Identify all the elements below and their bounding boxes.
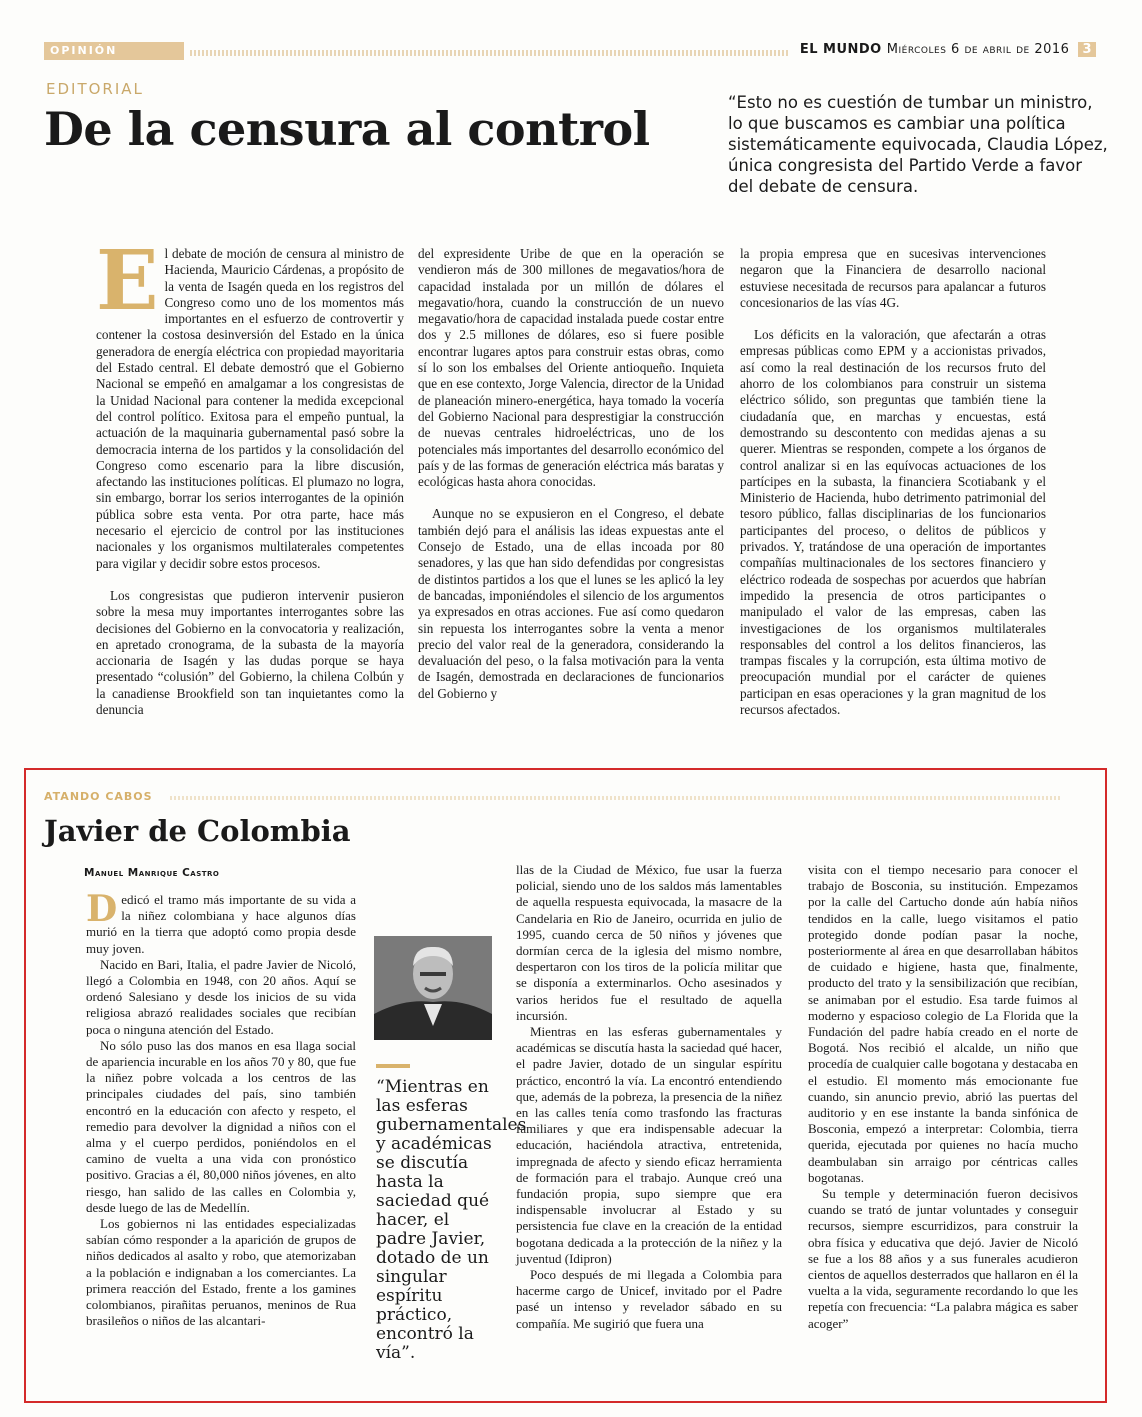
header-rule <box>190 50 790 56</box>
column-paragraph: edicó el tramo más importante de su vida a la niñez colombiana y hace algunos días murió en la tierra que adoptó como propia desde muy joven. <box>86 892 356 956</box>
column-paragraph: Nacido en Bari, Italia, el padre Javier de Nicoló, llegó a Colombia en 1948, con 20 años. Aquí se ordenó Salesiano y desde los inicios de su vida religiosa abrazó realidades sociales que recibían poca o ninguna atención del Estado. <box>86 956 356 1037</box>
column-paragraph: Mientras en las esferas gubernamentales y académicas se discutía hasta la saciedad qué hacer, el padre Javier, dotado de un singular espíritu práctico, encontró la vía. La encontró entendiendo que, además de la pobreza, la presencia de la niñez en las calles tenía como trasfondo las fracturas familiares y que era indispensable adecuar la educación, haciéndola atractiva, entretenida, impregnada de afecto y siendo eficaz herramienta de formación para el trabajo. Aunque creó una fundación propia, supo siempre que era indispensable involucrar al Estado y su persistencia fue clave en la creación de la entidad bogotana dedicada a la protección de la niñez y la juventud (Idipron) <box>516 1024 782 1266</box>
editorial-paragraph: Los déficits en la valoración, que afectarán a otras empresas públicas como EPM y a accionistas privados, así como la real destinación de los recursos fruto del ahorro de los colombianos para construir un sistema eléctrico sólido, son preguntas que también tiene la ciudadanía que, en marchas y encuestas, está demostrando su descontento con medidas ajenas a su querer. Mientras se responden, compete a los órganos de control analizar si en las equívocas actuaciones de los partícipes en la subasta, la financiera Scotiabank y el Ministerio de Hacienda, hubo detrimento patrimonial del tesoro público, fallas disciplinarias de los funcionarios participantes del proceso, o delitos de públicos y privados. Y, tratándose de una operación de importantes compañías multinacionales de los sectores financiero y eléctrico rodeada de sospechas por acuerdos que habrían impedido la presencia de otros participantes o manipulado el valor de las empresas, caben las investigaciones de los organismos multilaterales responsables del control a los delitos financieros, las trampas fiscales y la corrupción, esta última motivo de preocupación mundial por el carácter de quienes participan en esas operaciones y la gran magnitud de los recursos afectados. <box>740 327 1046 718</box>
editorial-column-2 <box>418 246 724 718</box>
column-rule <box>170 796 1060 800</box>
editorial-paragraph: Aunque no se expusieron en el Congreso, el debate también dejó para el análisis las ideas expuestas ante el Consejo de Estado, una de ellas incoada por 80 senadores, y las que han sido defendidas por congresistas de distintos partidos a los que el lunes se les aplicó la ley de bancadas, imponiéndoles el silencio de los argumentos ya expresados en otras acciones. Fue así como quedaron sin repuesta los interrogantes sobre la venta a menor precio del valor real de la generadora, considerando la devaluación del peso, o la falsa motivación para la venta de Isagén, demostrada en declaraciones de funcionarios del Gobierno y <box>418 506 724 701</box>
editorial-column-1 <box>96 233 404 734</box>
masthead <box>800 42 1096 57</box>
editorial-paragraph: Los congresistas que pudieron intervenir pusieron sobre la mesa muy importantes interrogantes sobre las decisiones del Gobierno en la convocatoria y realización, en apretado cronograma, de la subasta de la mayoría accionaria de Isagén y las dudas porque se haya presentado “colusión” del Gobierno, la chilena Colbún y la canadiense Brookfield son tan inquietantes como la denuncia <box>96 587 404 718</box>
section-tab: OPINIÓN <box>44 42 184 60</box>
issue-date: Miércoles 6 de abril de 2016 <box>886 42 1070 57</box>
editorial-pull-quote: “Esto no es cuestión de tumbar un ministro, lo que buscamos es cambiar una política sistemáticamente equivocada, Claudia López, única congresista del Partido Verde a favor del debate de censura. <box>728 93 1108 196</box>
editorial-title: De la censura al control <box>44 102 650 156</box>
paper-name: EL MUNDO <box>799 42 882 57</box>
column-paragraph: llas de la Ciudad de México, fue usar la fuerza policial, siendo uno de los saldos más lamentables de aquella respuesta equivocada, la masacre de la Candelaria en Rio de Janeiro, ocurrida en julio de 1995, cuando cerca de 50 niños y jóvenes que dormían cerca de la iglesia del mismo nombre, despertaron con los tiros de la policía militar que se disponía a exterminarlos. Ocho asesinados y varios heridos fue el resultado de aquella incursión. <box>516 862 782 1023</box>
editorial-kicker: EDITORIAL <box>46 80 144 98</box>
column-pull-quote: “Mientras en las esferas gubernamentales y académicas se discutía hasta la saciedad qué hacer, el padre Javier, dotado de un singular espíritu práctico, encontró la vía”. <box>376 1077 527 1363</box>
author-photo <box>374 936 492 1040</box>
editorial-paragraph: l debate de moción de censura al ministro de Hacienda, Mauricio Cárdenas, a propósito de la venta de Isagén queda en los registros del Congreso como uno de los momentos más importantes en el esfuerzo de controvertir y contener la costosa desinversión del Estado en la única generadora de energía eléctrica con propiedad mayoritaria del Estado central. El debate demostró que el Gobierno Nacional se empeñó en amalgamar a los congresistas de la Unidad Nacional para contener la medida excepcional del control político. Exitosa para el empeño puntual, la actuación de la maquinaria gubernamental pasó sobre la democracia interna de los partidos y la consolidación del Congreso como escenario para la libre discusión, afectando las instituciones políticas. El plumazo no logra, sin embargo, borrar los serios interrogantes de la opinión pública sobre esta venta. Por otra parte, hace más necesario el ejercicio de control por las instituciones nacionales y los organismos multilaterales competentes para vigilar y decidir sobre estos procesos. <box>96 246 404 571</box>
column-text-3 <box>808 862 1078 1332</box>
column-section-label: ATANDO CABOS <box>44 790 153 803</box>
column-paragraph: visita con el tiempo necesario para conocer el trabajo de Bosconia, su institución. Empezamos por la calle del Cartucho donde aún había niños tendidos en la calle, luego visitamos el patio protegido donde podían pasar la noche, posteriormente al área en que desarrollaban hábitos de cuidado e higiene, hasta que, finalmente, producto del trato y la sensibilización que recibían, se animaban por el estudio. Esa tarde fuimos al moderno y espacioso colegio de La Florida que la Fundación del padre había creado en el norte de Bogotá. Nos recibió el alcalde, un niño que procedía de cualquier calle bogotana y destacaba en el estudio. El momento más emocionante fue cuando, sin anuncio previo, abrió las puertas del auditorio y en ese instante la banda sinfónica de Bosconia, empezó a interpretar: Colombia, tierra querida, ejecutada por quienes no hacía mucho deambulaban sin arraigo por céntricas calles bogotanas. <box>808 862 1078 1185</box>
column-text-2 <box>516 862 782 1332</box>
column-paragraph: No sólo puso las dos manos en esa llaga social de apariencia incurable en los años 70 y 80, que fue la niñez pobre volcada a los centros de las principales ciudades del país, sino también encontró en la educación con afecto y respeto, el remedio para devolver la dignidad a niños con el alma y el cuerpo perdidos, poniéndolos en el camino de vuelta a una vida con pronóstico positivo. Gracias a él, 80,000 niños jóvenes, en alto riesgo, han salido de las calles en Colombia y, desde luego de las de Medellín. <box>86 1037 356 1215</box>
editorial-paragraph: del expresidente Uribe de que en la operación se vendieron más de 300 millones de megavatios/hora de capacidad instalada por un millón de dólares el megavatio/hora, cuando la construcción de un nuevo megavatio/hora de capacidad instalada puede costar entre dos y 2.5 millones de dólares, eso si fuere posible encontrar lugares aptos para construir estas obras, como sí lo son los embalses del Oriente antioqueño. Inquieta que en ese contexto, Jorge Valencia, director de la Unidad de planeación minero-energética, haya tomado la vocería del Gobierno Nacional para desprestigiar la construcción de nuevas centrales hidroeléctricas, uno de los potenciales más importantes del desarrollo económico del país y de las formas de generación eléctrica más baratas y ecológicas hasta ahora conocidas. <box>418 246 724 490</box>
column-text-1 <box>86 888 356 1329</box>
column-title: Javier de Colombia <box>44 814 351 848</box>
editorial-paragraph: la propia empresa que en sucesivas intervenciones negaron que la Financiera de desarrollo nacional estuviese necesitada de recursos para apalancar a futuros concesionarios de las vías 4G. <box>740 246 1046 310</box>
author-portrait-icon <box>374 936 492 1040</box>
quote-rule <box>376 1064 410 1068</box>
column-paragraph: Los gobiernos ni las entidades especializadas sabían cómo responder a la aparición de grupos de niños dedicados al asalto y robo, que atemorizaban a la población e indignaban a los comerciantes. La primera reacción del Estado, frente a los gamines colombianos, pirañitas peruanos, meninos de Rua brasileños o niños de las alcantari- <box>86 1216 356 1329</box>
column-byline: Manuel Manrique Castro <box>84 867 220 879</box>
column-paragraph: Poco después de mi llegada a Colombia para hacerme cargo de Unicef, invitado por el Padre pasé un intenso y revelador sábado en su compañía. Me sugirió que fuera una <box>516 1267 782 1331</box>
editorial-dropcap: E <box>96 233 159 329</box>
column-paragraph: Su temple y determinación fueron decisivos cuando se trató de juntar voluntades y conseguir recursos, siempre escurridizos, para construir la obra física y educativa que dejó. Javier de Nicoló se fue a los 88 años y a sus funerales acudieron cientos de aquellos desterrados que hallaron en él la vuelta a la vida, seguramente recordando lo que les repetía con frecuencia: “La palabra mágica es saber acoger” <box>808 1186 1079 1331</box>
column-dropcap: D <box>86 888 118 930</box>
page-number: 3 <box>1078 42 1096 57</box>
editorial-column-3 <box>740 246 1046 734</box>
